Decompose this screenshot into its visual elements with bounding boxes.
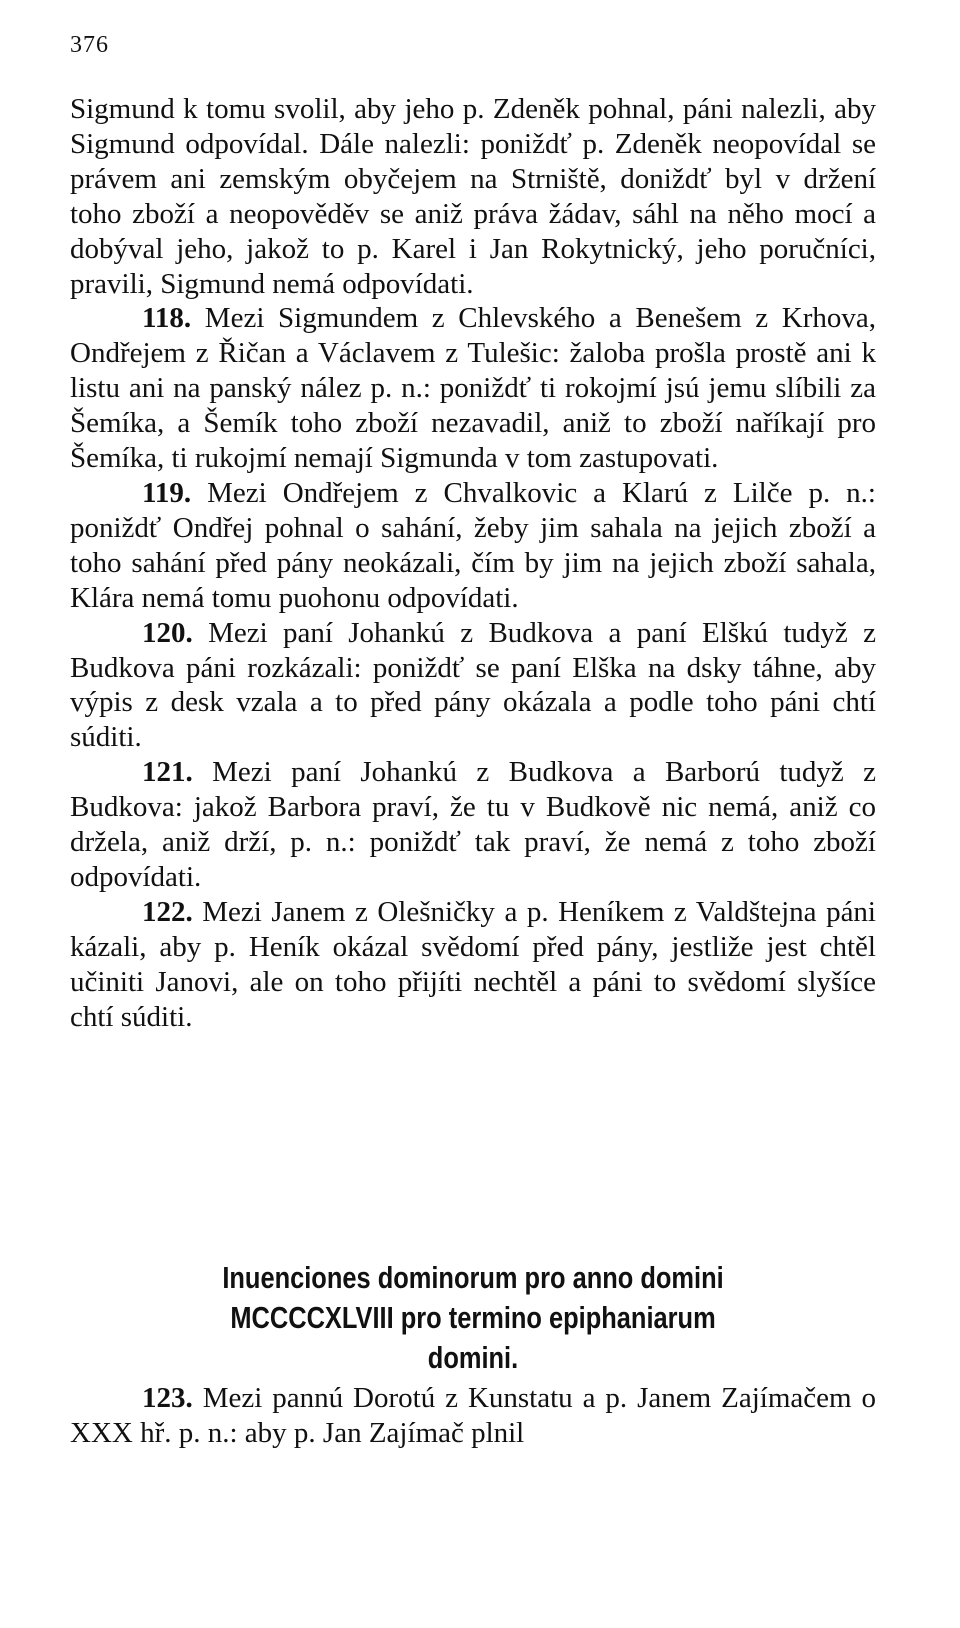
paragraph-text: Sigmund k tomu svolil, aby jeho p. Zdeněk pohnal, páni nalezli, aby Sigmund odpovídal. Dále nalezli: poniždť p. Zdeněk neopovídal se právem ani zemským obyčejem na Strniště, doniždť byl v držení toho zboží a neopověděv se aniž práva žádav, sáhl na něho mocí a dobýval jeho, jakož to p. Karel i Jan Rokytnický, jeho poručníci, pravili, Sigmund nemá odpovídati. — [70, 93, 876, 300]
section-heading — [143, 1258, 804, 1378]
paragraph-text: Mezi Sigmundem z Chlevského a Benešem z Krhova, Ondřejem z Řičan a Václavem z Tulešic: žaloba prošla prostě ani k listu ani na panský nález p. n.: poniždť ti rokojmí jsú jemu slíbili za Šemíka, a Šemík toho zboží nezavadil, aniž to zboží naříkají pro Šemíka, ti rukojmí nemají Sigmunda v tom zastupovati. — [70, 302, 877, 475]
paragraph-number: 121. — [142, 756, 193, 789]
paragraph-number: 120. — [142, 616, 193, 649]
paragraph-number: 118. — [142, 302, 192, 335]
paragraph-text: Mezi Janem z Olešničky a p. Heníkem z Valdštejna páni kázali, aby p. Heník okázal svědomí před pány, jestliže jest chtěl učiniti Janovi, ale on toho přijíti nechtěl a páni to svědomí slyšíce chtí súditi. — [70, 895, 876, 1033]
body-text — [70, 92, 876, 1034]
page-number: 376 — [70, 32, 109, 58]
paragraph-123 — [70, 1381, 876, 1451]
heading-line: Inuenciones dominorum pro anno domini — [222, 1260, 724, 1295]
heading-line: MCCCCXLVIII pro termino epiphaniarum — [230, 1300, 716, 1335]
paragraph-continued — [70, 92, 876, 301]
paragraph-number: 122. — [142, 895, 193, 928]
paragraph-number: 123. — [142, 1382, 193, 1414]
paragraph-text: Mezi Ondřejem z Chvalkovic a Klarú z Lilče p. n.: poniždť Ondřej pohnal o sahání, žeby jim sahala na jejich zboží a toho sahání před pány neokázali, čím by jim na jejich zboží sahala, Klára nemá tomu puohonu odpovídati. — [70, 476, 876, 614]
paragraph-text: Mezi paní Johankú z Budkova a Barború tudyž z Budkova: jakož Barbora praví, že tu v Budkově nic nemá, aniž co držela, aniž drží, p. n.: poniždť tak praví, že nemá z toho zboží odpovídati. — [70, 756, 877, 893]
paragraph-119 — [70, 476, 876, 616]
paragraph-118 — [70, 301, 876, 476]
paragraph-number: 119. — [142, 476, 192, 509]
paragraph-121 — [70, 755, 876, 895]
paragraph-120 — [70, 616, 876, 756]
heading-line: domini. — [427, 1340, 519, 1375]
body-text-after-heading — [70, 1381, 876, 1451]
paragraph-text: Mezi paní Johankú z Budkova a paní Elškú tudyž z Budkova páni rozkázali: poniždť se paní Elška na dsky táhne, aby výpis z desk vzala a to před pány okázala a podle toho páni chtí súditi. — [70, 616, 877, 754]
paragraph-122 — [70, 895, 876, 1035]
paragraph-text: Mezi pannú Dorotú z Kunstatu a p. Janem Zajímačem o XXX hř. p. n.: aby p. Jan Zajímač plnil — [70, 1382, 877, 1449]
